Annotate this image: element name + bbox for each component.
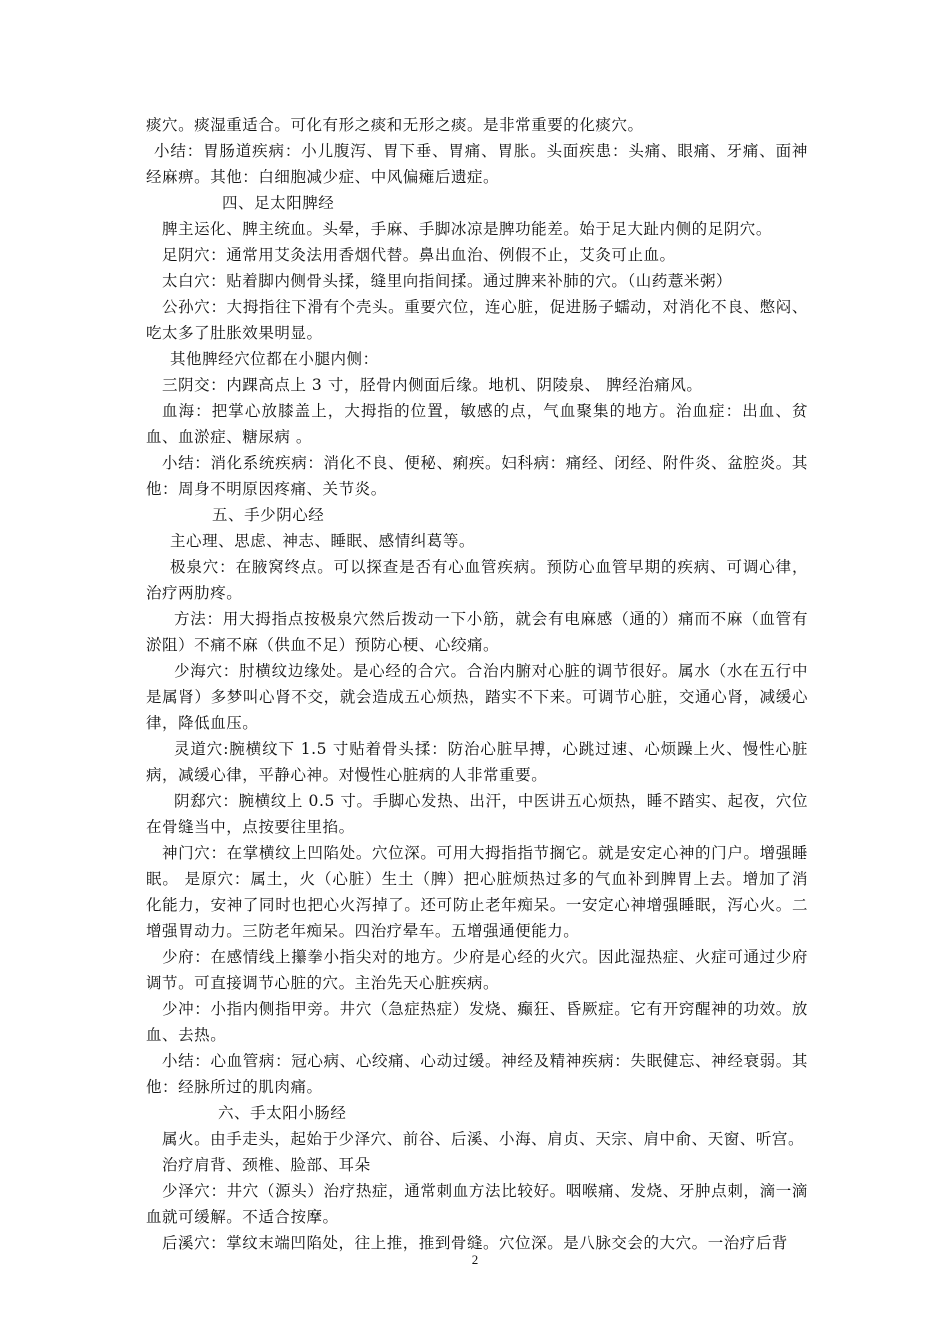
paragraph: 小结：心血管病：冠心病、心绞痛、心动过缓。神经及精神疾病：失眠健忘、神经衰弱。其他：经脉所过的肌肉痛。 (146, 1052, 808, 1096)
paragraph: 少泽穴：井穴（源头）治疗热症，通常刺血方法比较好。咽喉痛、发烧、牙肿点刺，滴一滴血就可缓解。不适合按摩。 (146, 1182, 808, 1226)
paragraph: 属火。由手走头，起始于少泽穴、前谷、后溪、小海、肩贞、天宗、肩中俞、天窗、听宫。 (162, 1130, 805, 1148)
paragraph: 少府：在感情线上攥拳小指尖对的地方。少府是心经的火穴。因此湿热症、火症可通过少府调节。可直接调节心脏的穴。主治先天心脏疾病。 (146, 948, 808, 992)
paragraph: 太白穴：贴着脚内侧骨头揉，缝里向指间揉。通过脾来补肺的穴。（山药薏米粥） (162, 272, 733, 290)
section-heading: 四、足太阳脾经 (222, 194, 335, 212)
paragraph: 主心理、思虑、神志、睡眠、感情纠葛等。 (170, 532, 475, 550)
paragraph: 三阴交：内踝高点上 3 寸，胫骨内侧面后缘。地机、阴陵泉、 脾经治痛风。 (162, 376, 703, 394)
paragraph: 公孙穴：大拇指往下滑有个壳头。重要穴位，连心脏，促进肠子蠕动，对消化不良、憋闷、吃太多了肚胀效果明显。 (146, 298, 808, 342)
paragraph: 少冲：小指内侧指甲旁。井穴（急症热症）发烧、癫狂、昏厥症。它有开窍醒神的功效。放血、去热。 (146, 1000, 808, 1044)
section-heading: 六、手太阳小肠经 (218, 1104, 347, 1122)
paragraph: 后溪穴：掌纹末端凹陷处，往上推，推到骨缝。穴位深。是八脉交会的大穴。一治疗后背 (162, 1234, 788, 1252)
paragraph: 方法：用大拇指点按极泉穴然后拨动一下小筋，就会有电麻感（通的）痛而不麻（血管有淤阻）不痛不麻（供血不足）预防心梗、心绞痛。 (146, 610, 808, 654)
body-text (146, 112, 808, 1256)
paragraph: 脾主运化、脾主统血。头晕，手麻、手脚冰凉是脾功能差。始于足大趾内侧的足阴穴。 (162, 220, 772, 238)
paragraph: 神门穴：在掌横纹上凹陷处。穴位深。可用大拇指指节搁它。就是安定心神的门户。增强睡眠。 是原穴：属土，火（心脏）生土（脾）把心脏烦热过多的气血补到脾胃上去。增加了消化能力，安神了同时也把心火泻掉了。还可防止老年痴呆。一安定心神增强睡眠，泻心火。二增强胃动力。三防老年痴呆。四治疗晕车。五增强通便能力。 (146, 844, 808, 940)
section-heading: 五、手少阴心经 (212, 506, 325, 524)
paragraph: 治疗肩背、颈椎、脸部、耳朵 (162, 1156, 371, 1174)
page-number: 2 (471, 1252, 479, 1267)
paragraph: 少海穴：肘横纹边缘处。是心经的合穴。合治内腑对心脏的调节很好。属水（水在五行中是属肾）多梦叫心肾不交，就会造成五心烦热，踏实不下来。可调节心脏，交通心肾，减缓心律，降低血压。 (146, 662, 808, 732)
paragraph: 足阴穴：通常用艾灸法用香烟代替。鼻出血治、例假不止，艾灸可止血。 (162, 246, 676, 264)
paragraph: 阴郄穴：腕横纹上 0.5 寸。手脚心发热、出汗，中医讲五心烦热，睡不踏实、起夜，穴位在骨缝当中，点按要往里掐。 (146, 792, 808, 836)
paragraph: 小结：消化系统疾病：消化不良、便秘、痢疾。妇科病：痛经、闭经、附件炎、盆腔炎。其他：周身不明原因疼痛、关节炎。 (146, 454, 808, 498)
paragraph: 极泉穴：在腋窝终点。可以探查是否有心血管疾病。预防心血管早期的疾病、可调心律，治疗两肋疼。 (146, 558, 808, 602)
paragraph: 血海：把掌心放膝盖上，大拇指的位置，敏感的点，气血聚集的地方。治血症：出血、贫血、血淤症、糖尿病 。 (146, 402, 808, 446)
paragraph: 其他脾经穴位都在小腿内侧： (170, 350, 379, 368)
paragraph: 灵道穴:腕横纹下 1.5 寸贴着骨头揉：防治心脏早搏，心跳过速、心烦躁上火、慢性心脏病，减缓心律，平静心神。对慢性心脏病的人非常重要。 (146, 740, 808, 784)
paragraph: 痰穴。痰湿重适合。可化有形之痰和无形之痰。是非常重要的化痰穴。 (146, 116, 644, 134)
paragraph: 小结：胃肠道疾病：小儿腹泻、胃下垂、胃痛、胃胀。头面疾患：头痛、眼痛、牙痛、面神经麻痹。其他：白细胞减少症、中风偏瘫后遗症。 (146, 142, 808, 186)
